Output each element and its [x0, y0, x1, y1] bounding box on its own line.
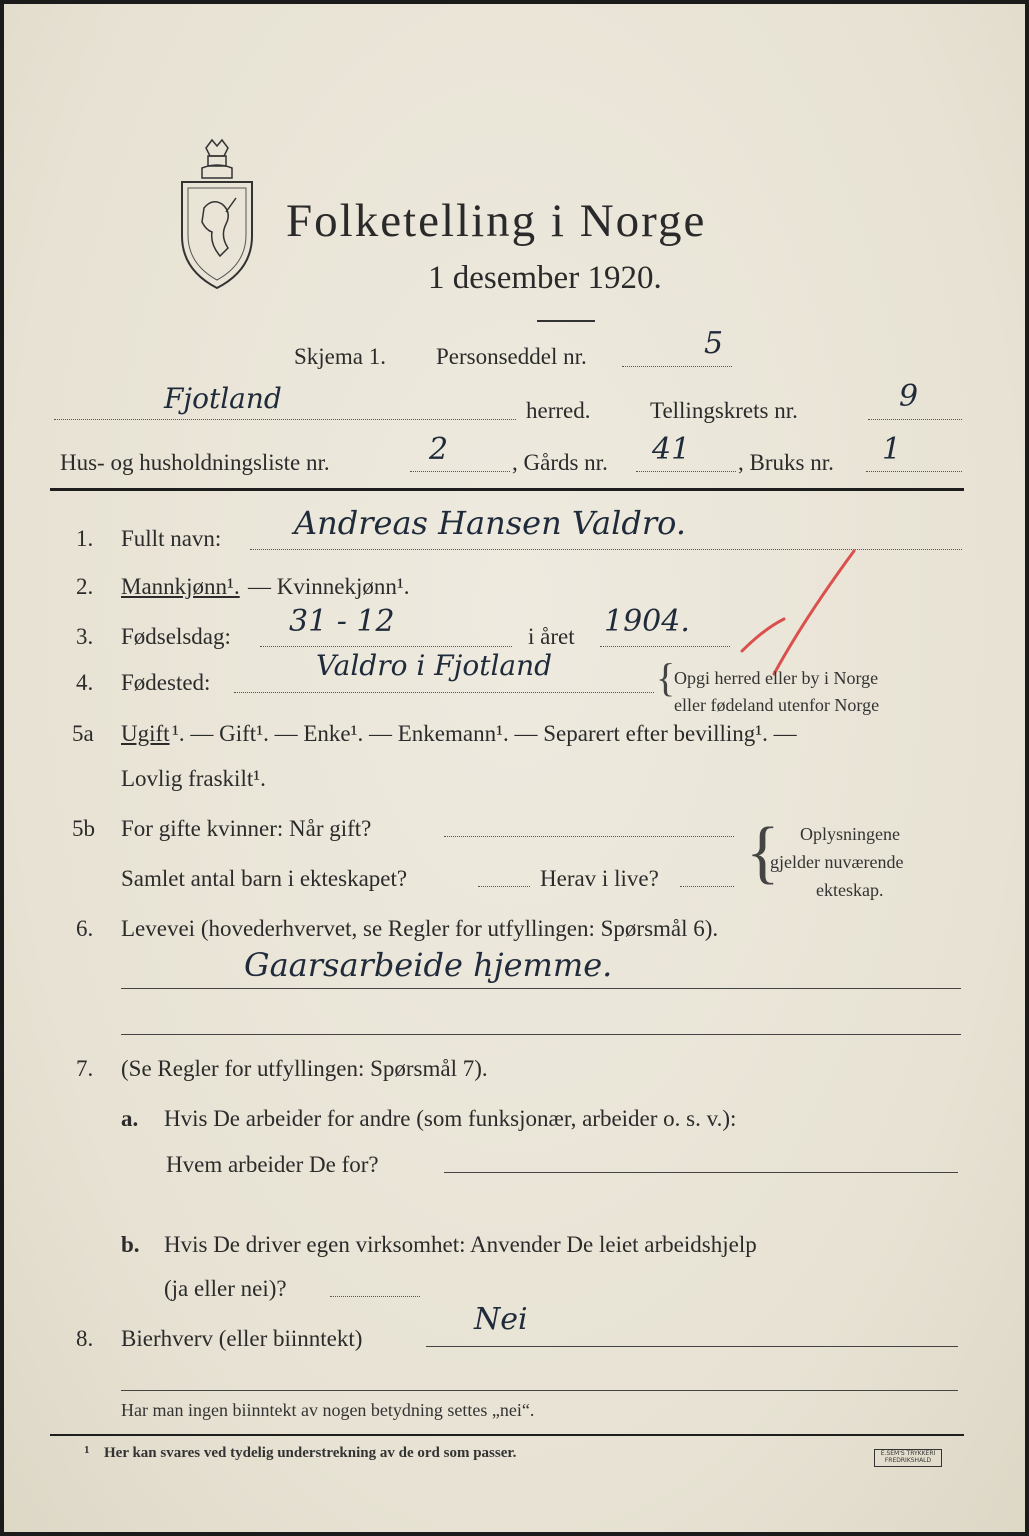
footer-divider [50, 1434, 964, 1436]
q8-number: 8. [76, 1326, 94, 1351]
q1-number: 1. [76, 526, 94, 551]
q7b-question: Hvis De driver egen virksomhet: Anvender De leiet arbeidshjelp [164, 1232, 757, 1257]
coat-of-arms-icon [176, 138, 258, 290]
q5b-note-1: Oplysningene [800, 824, 900, 844]
title-divider [537, 320, 595, 322]
q5a-options[interactable]: ¹. — Gift¹. — Enke¹. — Enkemann¹. — Separert efter bevilling¹. — [172, 721, 797, 746]
q5b-children-label: Samlet antal barn i ekteskapet? [121, 866, 408, 891]
bruks-label: , Bruks nr. [738, 450, 834, 475]
q4-note-1: Opgi herred eller by i Norge [674, 668, 879, 688]
q1-value[interactable]: Andreas Hansen Valdro. [294, 504, 686, 542]
tellingskrets-label: Tellingskrets nr. [650, 398, 798, 423]
q5b-note-2: gjelder nuværende [770, 852, 904, 872]
q6-label: Levevei (hovederhvervet, se Regler for utfyllingen: Spørsmål 6). [121, 916, 719, 941]
q8-line-2 [121, 1390, 958, 1391]
q5b-married-line [444, 836, 734, 837]
tellingskrets-value[interactable]: 9 [899, 379, 919, 414]
q7a-employer-label: Hvem arbeider De for? [166, 1152, 379, 1177]
q3-number: 3. [76, 624, 94, 649]
q2-option-kvinne[interactable]: — Kvinnekjønn¹. [248, 574, 410, 599]
footer-note: Har man ingen biinntekt av nogen betydning settes „nei“. [121, 1400, 535, 1420]
q2-number: 2. [76, 574, 94, 599]
q4-note-2: eller fødeland utenfor Norge [674, 695, 880, 715]
q7a-letter: a. [121, 1106, 139, 1131]
q3-year-line [600, 646, 730, 647]
tellingskrets-line [868, 419, 962, 420]
q7b-yesno-line [330, 1296, 420, 1297]
q3-year-label: i året [528, 624, 575, 649]
footnote-mark: 1 [84, 1444, 90, 1456]
form-subtitle: 1 desember 1920. [428, 260, 662, 296]
q3-value[interactable]: 31 - 12 [289, 604, 395, 639]
printer-stamp: E.SEM'S TRYKKERI FREDRIKSHALD [874, 1449, 942, 1467]
q4-value[interactable]: Valdro i Fjotland [316, 649, 553, 682]
q7-number: 7. [76, 1056, 94, 1081]
q7b-yesno-label: (ja eller nei)? [164, 1276, 287, 1301]
q6-line-1 [121, 988, 961, 989]
personseddel-label: Personseddel nr. [436, 344, 587, 369]
q4-label: Fødested: [121, 670, 211, 695]
section-divider [50, 488, 964, 491]
q5a-option-fraskilt[interactable]: Lovlig fraskilt¹. [121, 766, 266, 791]
q5a-option-ugift[interactable]: Ugift [121, 721, 170, 746]
q4-number: 4. [76, 670, 94, 695]
q8-label: Bierhverv (eller biinntekt) [121, 1326, 363, 1351]
herred-value[interactable]: Fjotland [164, 382, 282, 415]
q5b-number: 5b [72, 816, 95, 841]
personseddel-line [622, 366, 732, 367]
q7a-question: Hvis De arbeider for andre (som funksjonær, arbeider o. s. v.): [164, 1106, 737, 1131]
herred-line [54, 419, 516, 420]
q6-line-2 [121, 1034, 961, 1035]
q2-option-mann[interactable]: Mannkjønn¹. [121, 574, 240, 599]
q6-value[interactable]: Gaarsarbeide hjemme. [244, 946, 613, 984]
bruks-line [866, 471, 962, 472]
personseddel-value[interactable]: 5 [704, 326, 724, 361]
gards-line [636, 471, 736, 472]
q3-line [260, 646, 512, 647]
q7b-letter: b. [121, 1232, 140, 1257]
skjema-label: Skjema 1. [294, 344, 386, 369]
q1-label: Fullt navn: [121, 526, 222, 551]
q8-line [426, 1346, 958, 1347]
q7a-employer-line [444, 1172, 958, 1173]
hus-label: Hus- og husholdningsliste nr. [60, 450, 330, 475]
q6-number: 6. [76, 916, 94, 941]
q5b-alive-label: Herav i live? [540, 866, 659, 891]
hus-line [410, 471, 510, 472]
hus-value[interactable]: 2 [429, 432, 449, 467]
q3-year-value[interactable]: 1904. [604, 604, 690, 639]
q5b-note-3: ekteskap. [816, 880, 884, 900]
herred-label: herred. [526, 398, 591, 423]
q5a-number: 5a [72, 721, 94, 746]
q5b-married-label: For gifte kvinner: Når gift? [121, 816, 372, 841]
red-checkmark-icon [714, 549, 874, 679]
q4-line [234, 692, 654, 693]
q5b-brace: { [746, 814, 780, 891]
q4-brace: { [656, 655, 676, 700]
gards-label: , Gårds nr. [512, 450, 608, 475]
q5b-children-line [478, 886, 530, 887]
q8-value[interactable]: Nei [474, 1302, 528, 1337]
footnote-text: Her kan svares ved tydelig understrekning av de ord som passer. [104, 1445, 517, 1461]
gards-value[interactable]: 41 [652, 432, 691, 467]
q5b-alive-line [680, 886, 734, 887]
form-title: Folketelling i Norge [286, 195, 707, 247]
bruks-value[interactable]: 1 [882, 432, 902, 467]
q3-label: Fødselsdag: [121, 624, 231, 649]
q7-label: (Se Regler for utfyllingen: Spørsmål 7). [121, 1056, 488, 1081]
